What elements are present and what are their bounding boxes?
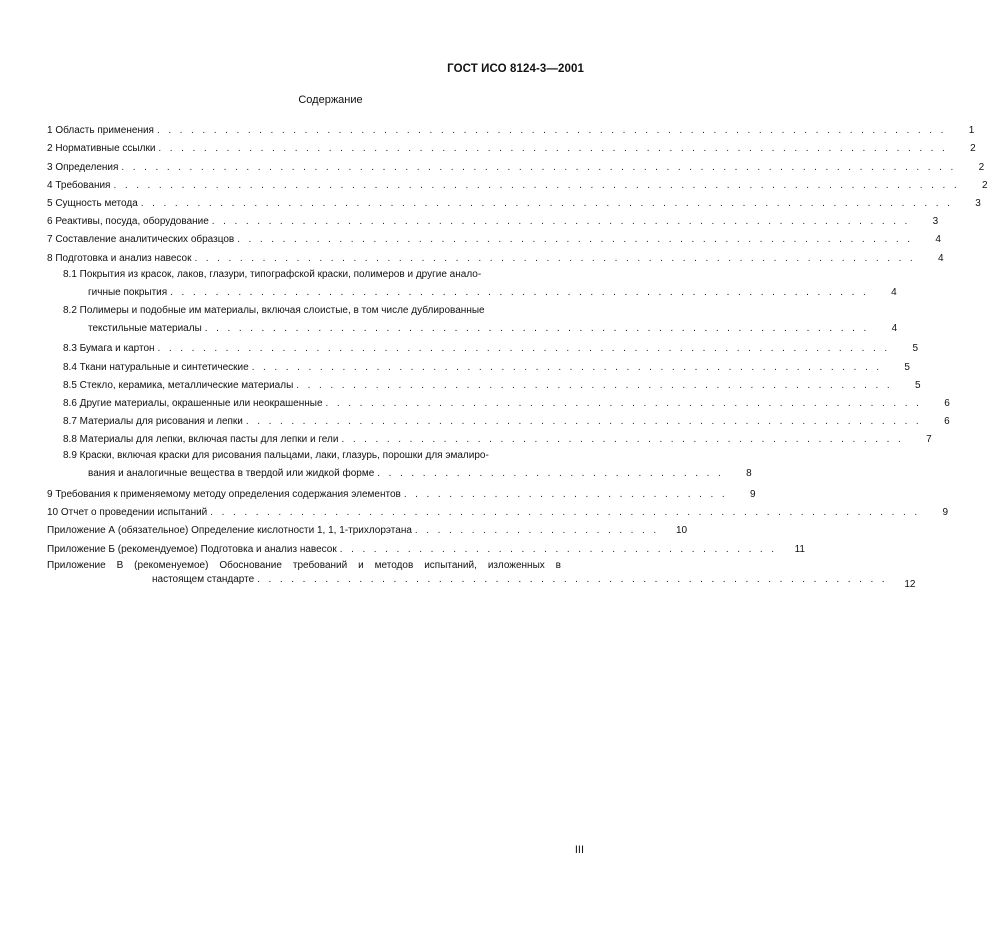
toc-entry-label-line2: текстильные материалы [88, 322, 202, 334]
toc-entry-label-line2: гичные покрытия [88, 286, 168, 298]
toc-entry-page: 12 [904, 578, 916, 590]
toc-entry-label-line1: 8.9 Краски, включая краски для рисования пальцами, лаки, глазурь, порошки для эмалиро- [63, 450, 489, 462]
toc-entry-appendix-v[interactable] [47, 556, 916, 592]
toc-entry-8-7[interactable] [47, 410, 950, 428]
leader-dots: . . . . . . . . . . . . . . . . . . . . . . . . . . . . . . . . . . . . . . . . . . . . . . . . . . . . . . . . . . . . . . [170, 286, 869, 298]
toc-entry-page: 3 [975, 197, 981, 209]
toc-entry-page: 2 [970, 143, 976, 155]
toc-entry-8-4[interactable] [47, 355, 910, 373]
toc-entry-9[interactable] [47, 483, 756, 501]
table-of-contents [47, 119, 988, 592]
toc-entry-page: 4 [935, 234, 941, 246]
leader-dots: . . . . . . . . . . . . . . . . . . . . . . . . . . . . . . . . . . . . . . . [339, 543, 777, 555]
toc-entry-page: 6 [944, 416, 950, 428]
toc-entry-label: Приложение Б (рекомендуемое) Подготовка и анализ навесок [47, 543, 337, 555]
toc-entry-label: 2 Нормативные ссылки [47, 143, 156, 155]
toc-entry-page: 1 [968, 125, 975, 137]
toc-entry-page: 10 [675, 525, 688, 537]
leader-dots: . . . . . . . . . . . . . . . . . . . . . . . . . . . . . . . . . . . . . . . . . . . . . . . . . . . . . [325, 398, 922, 410]
toc-entry-8-2[interactable] [47, 301, 898, 337]
toc-entry-label: 3 Определения [47, 161, 119, 173]
toc-entry-label: 8.5 Стекло, керамика, металлические материалы [63, 379, 294, 391]
toc-entry-appendix-a[interactable] [47, 519, 688, 537]
toc-entry-5[interactable] [47, 192, 981, 210]
toc-title: Содержание [298, 94, 363, 106]
toc-entry-page: 5 [914, 379, 921, 391]
leader-dots: . . . . . . . . . . . . . . . . . . . . . . . . . . . . . . . . . . . . . . . . . . . . . . . . . . . . . . . . . . . . . . . . . . . . . . [158, 143, 948, 155]
toc-entry-10[interactable] [47, 501, 949, 519]
document-code: ГОСТ ИСО 8124-3—2001 [447, 63, 584, 75]
leader-dots: . . . . . . . . . . . . . . . . . . . . . . . . . . . . . . . . . . . . . . . . . . . . . . . . . . . . . . . . . . . . [245, 416, 922, 428]
toc-entry-page: 2 [982, 179, 988, 191]
toc-entry-page: 2 [978, 161, 985, 173]
toc-entry-label-line2: вания и аналогичные вещества в твердой или жидкой форме [88, 468, 375, 480]
toc-entry-page: 4 [938, 252, 944, 264]
leader-dots: . . . . . . . . . . . . . . . . . . . . . . . . . . . . . . . . . . . . . . . . . . . . . . . . . . . . . . . . . . . . . . . [210, 507, 921, 519]
toc-entry-label: 10 Отчет о проведении испытаний [47, 507, 208, 519]
toc-entry-page: 4 [891, 286, 897, 298]
toc-entry-7[interactable] [47, 228, 941, 246]
toc-entry-page: 9 [749, 488, 756, 500]
leader-dots: . . . . . . . . . . . . . . . . . . . . . . . . . . . . . . . . . . . . . . . . . . . . . . . . . . . . . . . . . . . . [237, 234, 913, 246]
toc-entry-label: 7 Составление аналитических образцов [47, 234, 235, 246]
toc-entry-label: 4 Требования [47, 179, 111, 191]
toc-entry-label: 8.3 Бумага и картон [63, 343, 155, 355]
toc-entry-label-line1: 8.1 Покрытия из красок, лаков, глазури, типографской краски, полимеров и другие анало- [63, 268, 482, 280]
leader-dots: . . . . . . . . . . . . . . . . . . . . . . . . . . . . . . . . . . . . . . . . . . . . . . . . . . . . . . . . . . . . . . [211, 216, 911, 228]
leader-dots: . . . . . . . . . . . . . . . . . . . . . . . . . . . . . . . . . . . . . . . . . . . . . . . . . . . . . . . . . . . . . . . . . . . . . . [156, 125, 947, 137]
toc-entry-page: 7 [926, 434, 932, 446]
toc-entry-8-8[interactable] [47, 428, 932, 446]
toc-entry-6[interactable] [47, 210, 939, 228]
toc-entry-label: 1 Область применения [47, 125, 154, 137]
leader-dots: . . . . . . . . . . . . . . . . . . . . . . . . . . . . . . . . . . . . . . . . . . . . . . . . . . . . . . . . . . . . . . . . . . . . . . . . . . [121, 161, 957, 173]
toc-entry-3[interactable] [47, 155, 985, 173]
leader-dots: . . . . . . . . . . . . . . . . . . . . . . . . . . . . . [403, 488, 728, 500]
toc-entry-4[interactable] [47, 174, 988, 192]
toc-entry-page: 11 [794, 543, 805, 555]
toc-entry-page: 6 [944, 398, 950, 410]
toc-entry-page: 3 [932, 216, 939, 228]
toc-entry-label-line2: настоящем стандарте [152, 573, 255, 585]
leader-dots: . . . . . . . . . . . . . . . . . . . . . . . . . . . . . . . [377, 468, 724, 480]
toc-entry-8[interactable] [47, 246, 944, 264]
toc-entry-label: 8 Подготовка и анализ навесок [47, 252, 192, 264]
toc-entry-label-line1: Приложение В (рекоменуемое) Обоснование требований и методов испытаний, изложенных в [47, 559, 561, 571]
toc-entry-8-5[interactable] [47, 374, 921, 392]
leader-dots: . . . . . . . . . . . . . . . . . . . . . . . . . . . . . . . . . . . . . . . . . . . . . . . . . . [341, 434, 904, 446]
toc-entry-label: Приложение А (обязательное) Определение кислотности 1, 1, 1-трихлорэтана [47, 525, 412, 537]
toc-entry-label: 8.6 Другие материалы, окрашенные или неокрашенные [63, 398, 323, 410]
toc-entry-label: 5 Сущность метода [47, 197, 138, 209]
toc-entry-page: 8 [746, 468, 752, 480]
toc-entry-8-3[interactable] [47, 337, 919, 355]
toc-entry-8-9[interactable] [47, 446, 752, 482]
toc-entry-label: 8.8 Материалы для лепки, включая пасты для лепки и гели [63, 434, 339, 446]
leader-dots: . . . . . . . . . . . . . . . . . . . . . . . . . . . . . . . . . . . . . . . . . . . . . . . . . . . . . . . . . . . . . . . . . [157, 343, 891, 355]
leader-dots: . . . . . . . . . . . . . . . . . . . . . . . . . . . . . . . . . . . . . . . . . . . . . . . . . . . . . . . . . . . . . . . . [194, 252, 916, 264]
toc-entry-2[interactable] [47, 137, 976, 155]
toc-entry-8-1[interactable] [47, 265, 897, 301]
leader-dots: . . . . . . . . . . . . . . . . . . . . . . . . . . . . . . . . . . . . . . . . . . . . . . . . . . . . . [296, 379, 893, 391]
leader-dots: . . . . . . . . . . . . . . . . . . . . . . . . . . . . . . . . . . . . . . . . . . . . . . . . . . . . . . . . . . . [204, 322, 870, 334]
leader-dots: . . . . . . . . . . . . . . . . . . . . . . . . . . . . . . . . . . . . . . . . . . . . . . . . . . . . . . . . . . . . . . . . . . . . . . . . [140, 197, 953, 209]
toc-entry-page: 5 [904, 361, 910, 373]
toc-entry-label: 8.7 Материалы для рисования и лепки [63, 416, 243, 428]
toc-entry-label: 9 Требования к применяемому методу определения содержания элементов [47, 488, 401, 500]
toc-entry-label: 8.4 Ткани натуральные и синтетические [63, 361, 249, 373]
leader-dots: . . . . . . . . . . . . . . . . . . . . . . [414, 525, 660, 537]
toc-entry-1[interactable] [47, 119, 975, 137]
leader-dots: . . . . . . . . . . . . . . . . . . . . . . . . . . . . . . . . . . . . . . . . . . . . . . . . . . . . . . . . . . . . . . . . . . . . . . . . . . . [113, 179, 960, 191]
toc-entry-appendix-b[interactable] [47, 537, 805, 555]
toc-entry-label: 6 Реактивы, посуда, оборудование [47, 216, 209, 228]
leader-dots: . . . . . . . . . . . . . . . . . . . . . . . . . . . . . . . . . . . . . . . . . . . . . . . . . . . . . . . . [257, 573, 888, 585]
toc-entry-page: 9 [942, 507, 949, 519]
leader-dots: . . . . . . . . . . . . . . . . . . . . . . . . . . . . . . . . . . . . . . . . . . . . . . . . . . . . . . . . [251, 361, 882, 373]
toc-entry-page: 5 [912, 343, 919, 355]
toc-entry-label-line1: 8.2 Полимеры и подобные им материалы, включая слоистые, в том числе дублированные [63, 304, 485, 316]
toc-entry-page: 4 [891, 322, 898, 334]
toc-entry-8-6[interactable] [47, 392, 950, 410]
page-number: III [574, 844, 584, 856]
